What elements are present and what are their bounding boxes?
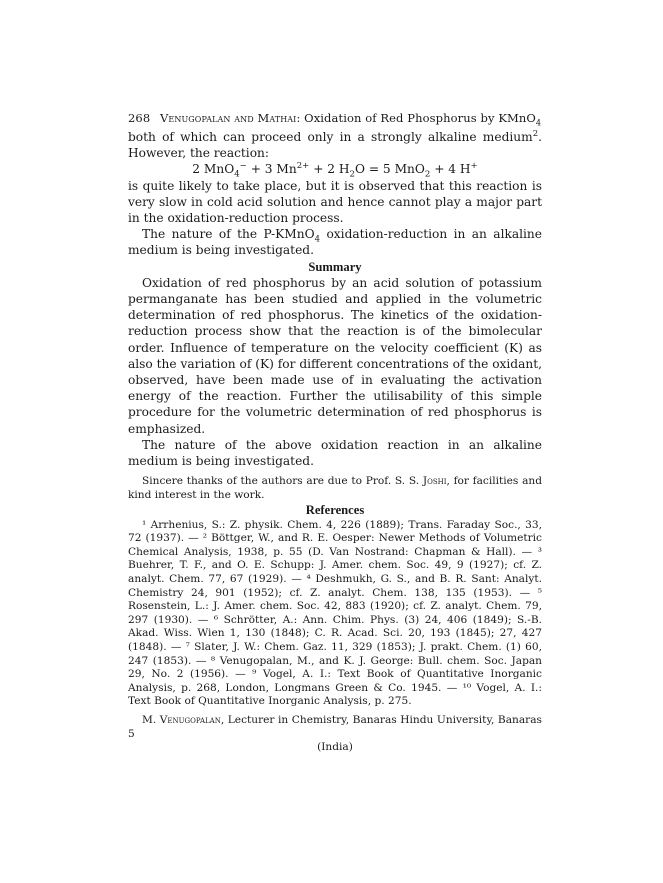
references-list	[128, 519, 542, 709]
references-text: ¹ Arrhenius, S.: Z. physik. Chem. 4, 226 (1889); Trans. Faraday Soc., 33, 72 (1937). — ² Böttger, W., and R. E. Oesper: Newer Methods of Volumetric Chemical Analysis, 1938, p. 55 (D. Van Nostrand: Chapman & Hall). — ³ Buehrer, T. F., and O. E. Schupp: J. Amer. chem. Soc. 49, 9 (1927); cf. Z. analyt. Chem. 77, 67 (1929). — ⁴ Deshmukh, G. S., and B. R. Sant: Analyt. Chemistry 24, 901 (1952); cf. Z. analyt. Chem. 138, 135 (1953). — ⁵ Rosenstein, L.: J. Amer. chem. Soc. 42, 883 (1920); cf. Z. analyt. Chem. 79, 297 (1930). — ⁶ Schrötter, A.: Ann. Chim. Phys. (3) 24, 406 (1849); S.-B. Akad. Wiss. Wien 1, 130 (1848); C. R. Acad. Sci. 20, 193 (1845); 27, 427 (1848). — ⁷ Slater, J. W.: Chem. Gaz. 11, 329 (1853); J. prakt. Chem. (1) 60, 247 (1853). — ⁸ Venugopalan, M., and K. J. George: Bull. chem. Soc. Japan 29, No. 2 (1956). — ⁹ Vogel, A. I.: Text Book of Quantitative Inorganic Analysis, p. 268, London, Longmans Green & Co. 1945. — ¹⁰ Vogel, A. I.: Text Book of Quantitative Inorganic Analysis, p. 275.	[128, 518, 542, 708]
acknowledgement-text	[128, 475, 542, 502]
ack-pre: Sincere thanks of the authors are due to Prof. S. S.	[142, 475, 423, 488]
eq-part: + 2 H	[309, 162, 350, 177]
eq-sub: 2	[349, 169, 355, 180]
eq-sub: 2	[424, 169, 431, 180]
summary-paragraph-2: The nature of the above oxidation reaction in an alkaline medium is being investigated.	[128, 437, 542, 469]
author-name: M. Venugopalan	[142, 713, 221, 726]
header-title-subscript: 4	[535, 118, 542, 128]
eq-part: 2 MnO	[192, 162, 235, 177]
intro-p1-end: . However, the reaction:	[128, 130, 542, 161]
intro-paragraph-1	[128, 129, 542, 161]
intro-paragraph-2: is quite likely to take place, but it is observed that this reaction is very slow in cold acid solution and hence cannot play a major part in the oxidation-reduction process.	[128, 178, 542, 226]
intro-p3-sub: 4	[314, 234, 321, 245]
eq-part: O = 5 MnO	[354, 162, 425, 177]
intro-paragraph-3	[128, 226, 542, 258]
author-country: (India)	[317, 741, 353, 754]
eq-sup: +	[470, 161, 478, 172]
intro-p3-pre: The nature of the P-KMnO	[142, 227, 315, 242]
references-heading: References	[305, 503, 365, 518]
running-header	[128, 111, 542, 128]
author-line	[128, 714, 542, 741]
author-affiliation	[128, 714, 542, 755]
summary-heading: Summary	[308, 259, 362, 274]
eq-part: + 4 H	[430, 162, 471, 177]
intro-p3-post: oxidation-reduction in an alkaline medium is being investigated.	[128, 227, 542, 258]
eq-sup: −	[239, 161, 247, 172]
reaction-equation	[128, 161, 542, 180]
header-title: : Oxidation of Red Phosphorus by KMnO	[296, 111, 536, 125]
header-authors: Venugopalan and Mathai	[160, 111, 297, 125]
article-body	[128, 129, 542, 755]
author-rest: , Lecturer in Chemistry, Banaras Hindu University, Banaras 5	[128, 713, 542, 740]
ack-post: , for facilities and kind interest in the work.	[128, 475, 542, 501]
summary-paragraph-1: Oxidation of red phosphorus by an acid solution of potassium permanganate has been studied and applied in the volumetric determination of red phosphorus. The kinetics of the oxidation-reduction process show that the reaction is of the bimolecular order. Influence of temperature on the velocity coefficient (K) as also the variation of (K) for different concentrations of the oxidant, observed, have been made use of in evaluating the activation energy of the reaction. Further the utilisability of this simple procedure for the volumetric determination of red phosphorus is emphasized.	[128, 275, 542, 436]
intro-p1-text: both of which can proceed only in a strongly alkaline medium	[128, 130, 533, 144]
eq-sub: 4	[234, 169, 240, 180]
page-number: 268	[128, 111, 151, 125]
ack-name: Joshi	[422, 475, 447, 488]
intro-p1-ref: 2	[532, 128, 539, 139]
eq-part: + 3 Mn	[246, 162, 297, 177]
acknowledgement	[128, 475, 542, 502]
eq-sup: 2+	[296, 161, 310, 172]
